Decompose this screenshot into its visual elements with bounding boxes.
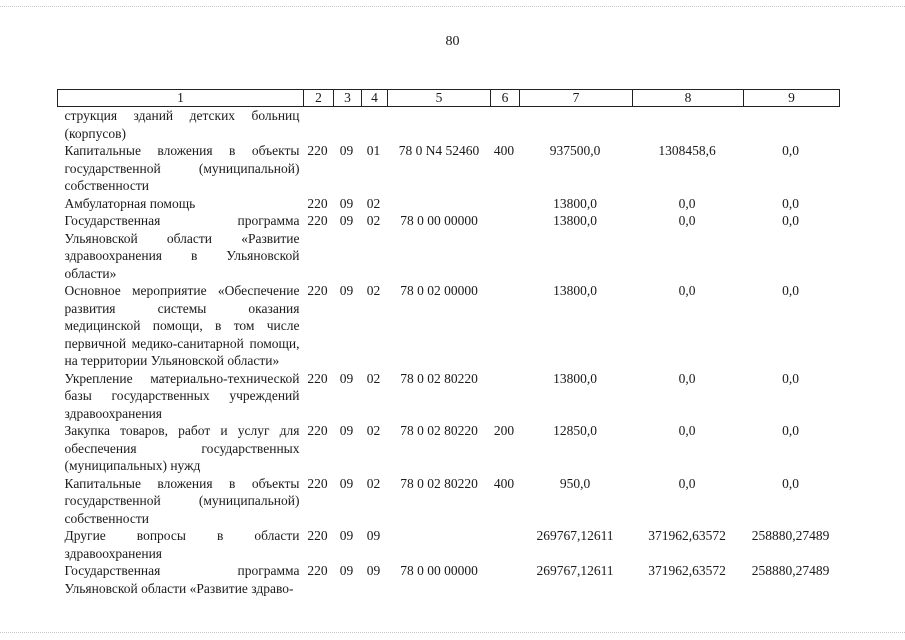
table-row: [58, 562, 840, 597]
section-code: 09: [339, 528, 354, 543]
amount-col-8: 371962,63572: [648, 563, 726, 578]
table-row: [58, 422, 840, 475]
amount-col-9: 0,0: [782, 143, 799, 158]
target-article-code: 78 0 00 00000: [400, 213, 478, 228]
subsection-code: 09: [366, 528, 381, 543]
amount-col-9: 0,0: [782, 195, 799, 211]
target-article-code: 78 0 02 80220: [400, 370, 478, 386]
expense-type-code: [491, 282, 520, 370]
target-article-code: [388, 195, 491, 213]
row-name: Капитальные вложения в объекты государственной (муниципальной) собственности: [64, 475, 300, 526]
amount-col-8: 1308458,6: [658, 143, 716, 158]
amount-col-8: 0,0: [678, 283, 696, 298]
expense-type-code: [491, 370, 520, 423]
section-code: 09: [339, 213, 354, 228]
column-header: 1: [58, 90, 304, 107]
section-code: 09: [339, 563, 354, 578]
column-header: 7: [520, 90, 633, 107]
admin-code: 220: [307, 195, 328, 211]
table-row: [58, 475, 840, 528]
admin-code: 220: [307, 423, 328, 438]
amount-col-7: 269767,12611: [536, 563, 614, 578]
table-row: [58, 370, 840, 423]
table-row: [58, 195, 840, 213]
amount-col-8: 0,0: [678, 370, 696, 386]
amount-col-8: [633, 107, 744, 143]
amount-col-8: 0,0: [678, 195, 696, 211]
page-number: 80: [445, 34, 460, 49]
target-article-code: 78 0 N4 52460: [398, 143, 480, 158]
subsection-code: 02: [366, 213, 381, 228]
table-body: [58, 107, 840, 598]
column-header: 2: [304, 90, 334, 107]
expense-type-code: 400: [493, 475, 515, 491]
row-name: струкция зданий детских больниц (корпусов): [64, 108, 300, 141]
expense-type-code: [491, 527, 520, 562]
admin-code: 220: [307, 213, 328, 228]
amount-col-7: 13800,0: [553, 213, 597, 228]
expense-type-code: 400: [493, 143, 515, 158]
column-number-row: [58, 90, 840, 107]
admin-code: 220: [307, 475, 328, 491]
row-name: Закупка товаров, работ и услуг для обеспечения государственных (муниципальных) нужд: [64, 423, 300, 473]
table-row: [58, 107, 840, 143]
amount-col-7: 269767,12611: [536, 528, 614, 543]
table-row: [58, 142, 840, 195]
subsection-code: 02: [366, 370, 381, 386]
expense-type-code: [491, 195, 520, 213]
amount-col-9: 258880,27489: [751, 563, 830, 578]
amount-col-7: [520, 107, 633, 143]
section-code: 09: [339, 143, 354, 158]
row-name: Капитальные вложения в объекты государственной (муниципальной) собственности: [64, 143, 300, 193]
amount-col-7: 13800,0: [553, 195, 597, 211]
column-header: 8: [633, 90, 744, 107]
column-header: 3: [334, 90, 362, 107]
target-article-code: 78 0 00 00000: [400, 563, 478, 578]
row-name: Другие вопросы в области здравоохранения: [64, 528, 300, 561]
target-article-code: 78 0 02 80220: [400, 475, 478, 491]
expense-type-code: [491, 212, 520, 282]
subsection-code: 02: [366, 475, 381, 491]
amount-col-9: 0,0: [782, 370, 799, 386]
amount-col-7: 12850,0: [553, 423, 597, 438]
amount-col-7: 13800,0: [553, 370, 597, 386]
row-name: Государственная программа Ульяновской области «Развитие здраво-: [64, 563, 300, 596]
row-name: Основное мероприятие «Обеспечение развития системы оказания медицинской помощи, в том числе первичной медико-санитарной помощи, на территории Ульяновской области»: [64, 283, 300, 368]
amount-col-9: 0,0: [782, 213, 799, 228]
table-row: [58, 212, 840, 282]
subsection-code: 02: [366, 283, 381, 298]
column-header: 5: [388, 90, 491, 107]
amount-col-7: 950,0: [559, 475, 591, 491]
scan-edge-top: [0, 6, 905, 7]
amount-col-7: 13800,0: [553, 283, 597, 298]
section-code: 09: [339, 283, 354, 298]
budget-table: [57, 89, 840, 597]
section-code: 09: [339, 423, 354, 438]
table-row: [58, 282, 840, 370]
amount-col-9: 0,0: [782, 283, 799, 298]
subsection-code: 09: [366, 563, 381, 578]
subsection-code: [362, 107, 388, 143]
amount-col-8: 0,0: [678, 475, 696, 491]
admin-code: 220: [307, 563, 328, 578]
expense-type-code: [491, 107, 520, 143]
amount-col-7: 937500,0: [549, 143, 601, 158]
amount-col-8: 0,0: [678, 423, 696, 438]
amount-col-8: 371962,63572: [648, 528, 726, 543]
target-article-code: 78 0 02 80220: [400, 423, 478, 438]
column-header: 4: [362, 90, 388, 107]
row-name: Укрепление материально-технической базы государственных учреждений здравоохранения: [64, 370, 300, 421]
subsection-code: 02: [366, 423, 381, 438]
expense-type-code: [491, 562, 520, 597]
admin-code: 220: [307, 143, 328, 158]
admin-code: 220: [307, 528, 328, 543]
amount-col-9: 0,0: [782, 423, 799, 438]
subsection-code: 02: [366, 195, 381, 211]
amount-col-8: 0,0: [678, 213, 696, 228]
amount-col-9: [744, 107, 840, 143]
section-code: 09: [339, 370, 354, 386]
scan-edge-bottom: [0, 632, 905, 633]
target-article-code: 78 0 02 00000: [400, 283, 478, 298]
table-row: [58, 527, 840, 562]
subsection-code: 01: [366, 143, 381, 158]
expense-type-code: 200: [493, 423, 515, 438]
section-code: [334, 107, 362, 143]
amount-col-9: 258880,27489: [751, 528, 830, 543]
row-name: Государственная программа Ульяновской области «Развитие здравоохранения в Ульяновской области»: [64, 213, 300, 281]
admin-code: 220: [307, 283, 328, 298]
section-code: 09: [339, 195, 354, 211]
column-header: 6: [491, 90, 520, 107]
section-code: 09: [339, 475, 354, 491]
target-article-code: [388, 527, 491, 562]
amount-col-9: 0,0: [782, 475, 799, 491]
admin-code: 220: [307, 370, 328, 386]
target-article-code: [388, 107, 491, 143]
row-name: Амбулаторная помощь: [64, 195, 196, 211]
column-header: 9: [744, 90, 840, 107]
admin-code: [304, 107, 334, 143]
